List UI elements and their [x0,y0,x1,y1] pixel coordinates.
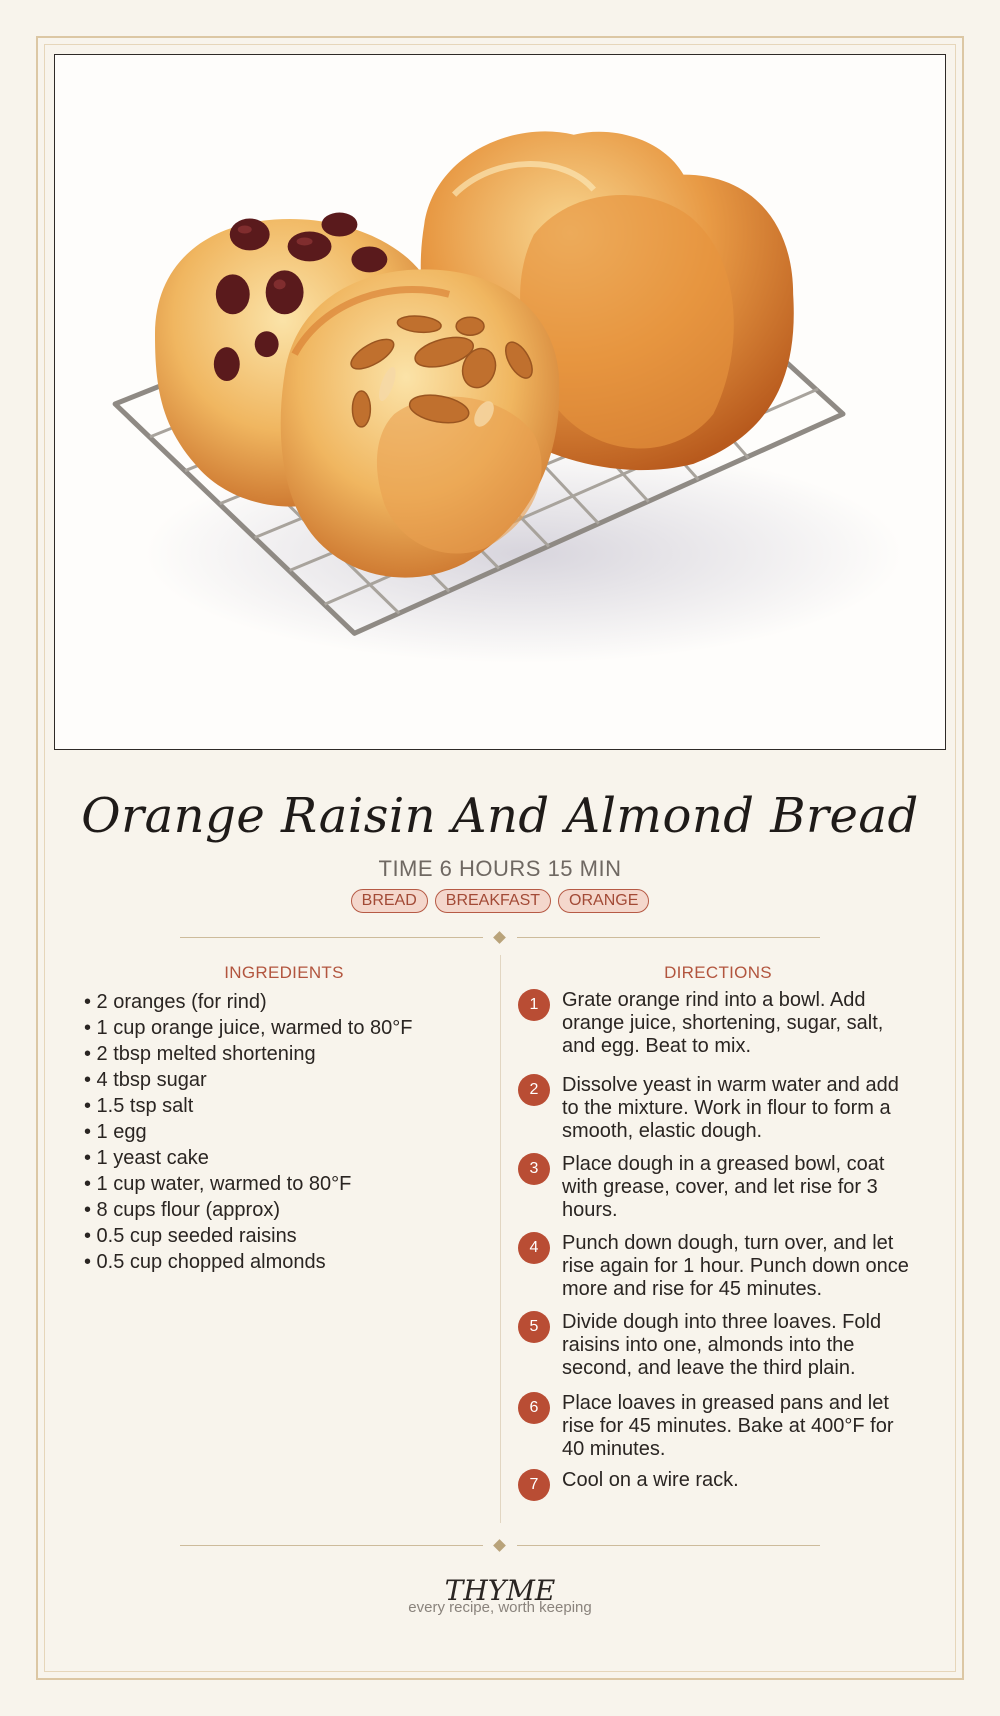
step-number-badge: 7 [518,1469,550,1501]
brand-logo: THYME [444,1574,556,1607]
brand-tagline: every recipe, worth keeping [408,1599,592,1616]
ingredient-item: • 1 cup water, warmed to 80°F [84,1173,352,1195]
step-text: Place loaves in greased pans and let rise for 45 minutes. Bake at 400°F for 40 minutes. [562,1392,894,1460]
ingredient-item: • 2 oranges (for rind) [84,991,267,1013]
ingredient-item: • 2 tbsp melted shortening [84,1043,316,1065]
directions-heading: DIRECTIONS [664,963,772,982]
direction-step [518,1392,918,1461]
direction-step [518,1153,918,1222]
hero-image [54,54,946,750]
bread-illustration [55,55,945,749]
step-number-badge: 2 [518,1074,550,1106]
ingredient-item: • 8 cups flour (approx) [84,1199,280,1221]
step-number-badge: 3 [518,1153,550,1185]
ingredient-item: • 0.5 cup seeded raisins [84,1225,297,1247]
step-number-badge: 4 [518,1232,550,1264]
ingredient-item: • 4 tbsp sugar [84,1069,207,1091]
tag-breakfast[interactable]: BREAKFAST [435,889,551,913]
diamond-icon [493,1539,506,1552]
tag-orange[interactable]: ORANGE [558,889,649,913]
direction-step [518,1074,918,1143]
ingredient-item: • 1.5 tsp salt [84,1095,194,1117]
tag-bread[interactable]: BREAD [351,889,428,913]
ornament-divider-bottom [180,1536,820,1556]
direction-step [518,1232,918,1301]
recipe-title: Orange Raisin And Almond Bread [81,788,919,844]
step-text: Cool on a wire rack. [562,1469,739,1491]
step-text: Place dough in a greased bowl, coat with grease, cover, and let rise for 3 hours. [562,1153,885,1221]
ingredient-item: • 1 yeast cake [84,1147,209,1169]
step-number-badge: 1 [518,989,550,1021]
recipe-time: TIME 6 HOURS 15 MIN [378,856,622,881]
direction-step [518,1469,918,1501]
tag-list [0,889,1000,913]
direction-step [518,989,918,1058]
step-text: Punch down dough, turn over, and let rise again for 1 hour. Punch down once more and rise for 45 minutes. [562,1232,909,1300]
diamond-icon [493,931,506,944]
ingredient-item: • 0.5 cup chopped almonds [84,1251,326,1273]
step-text: Dissolve yeast in warm water and add to the mixture. Work in flour to form a smooth, elastic dough. [562,1074,899,1142]
ingredients-heading: INGREDIENTS [224,963,344,982]
step-number-badge: 6 [518,1392,550,1424]
step-text: Grate orange rind into a bowl. Add orange juice, shortening, sugar, salt, and egg. Beat to mix. [562,989,884,1057]
ingredients-list [84,989,484,1275]
step-text: Divide dough into three loaves. Fold raisins into one, almonds into the second, and leave the third plain. [562,1311,882,1379]
ingredient-item: • 1 egg [84,1121,147,1143]
column-divider [500,955,501,1523]
step-number-badge: 5 [518,1311,550,1343]
direction-step [518,1311,918,1380]
ingredient-item: • 1 cup orange juice, warmed to 80°F [84,1017,413,1039]
ornament-divider-top [180,928,820,948]
